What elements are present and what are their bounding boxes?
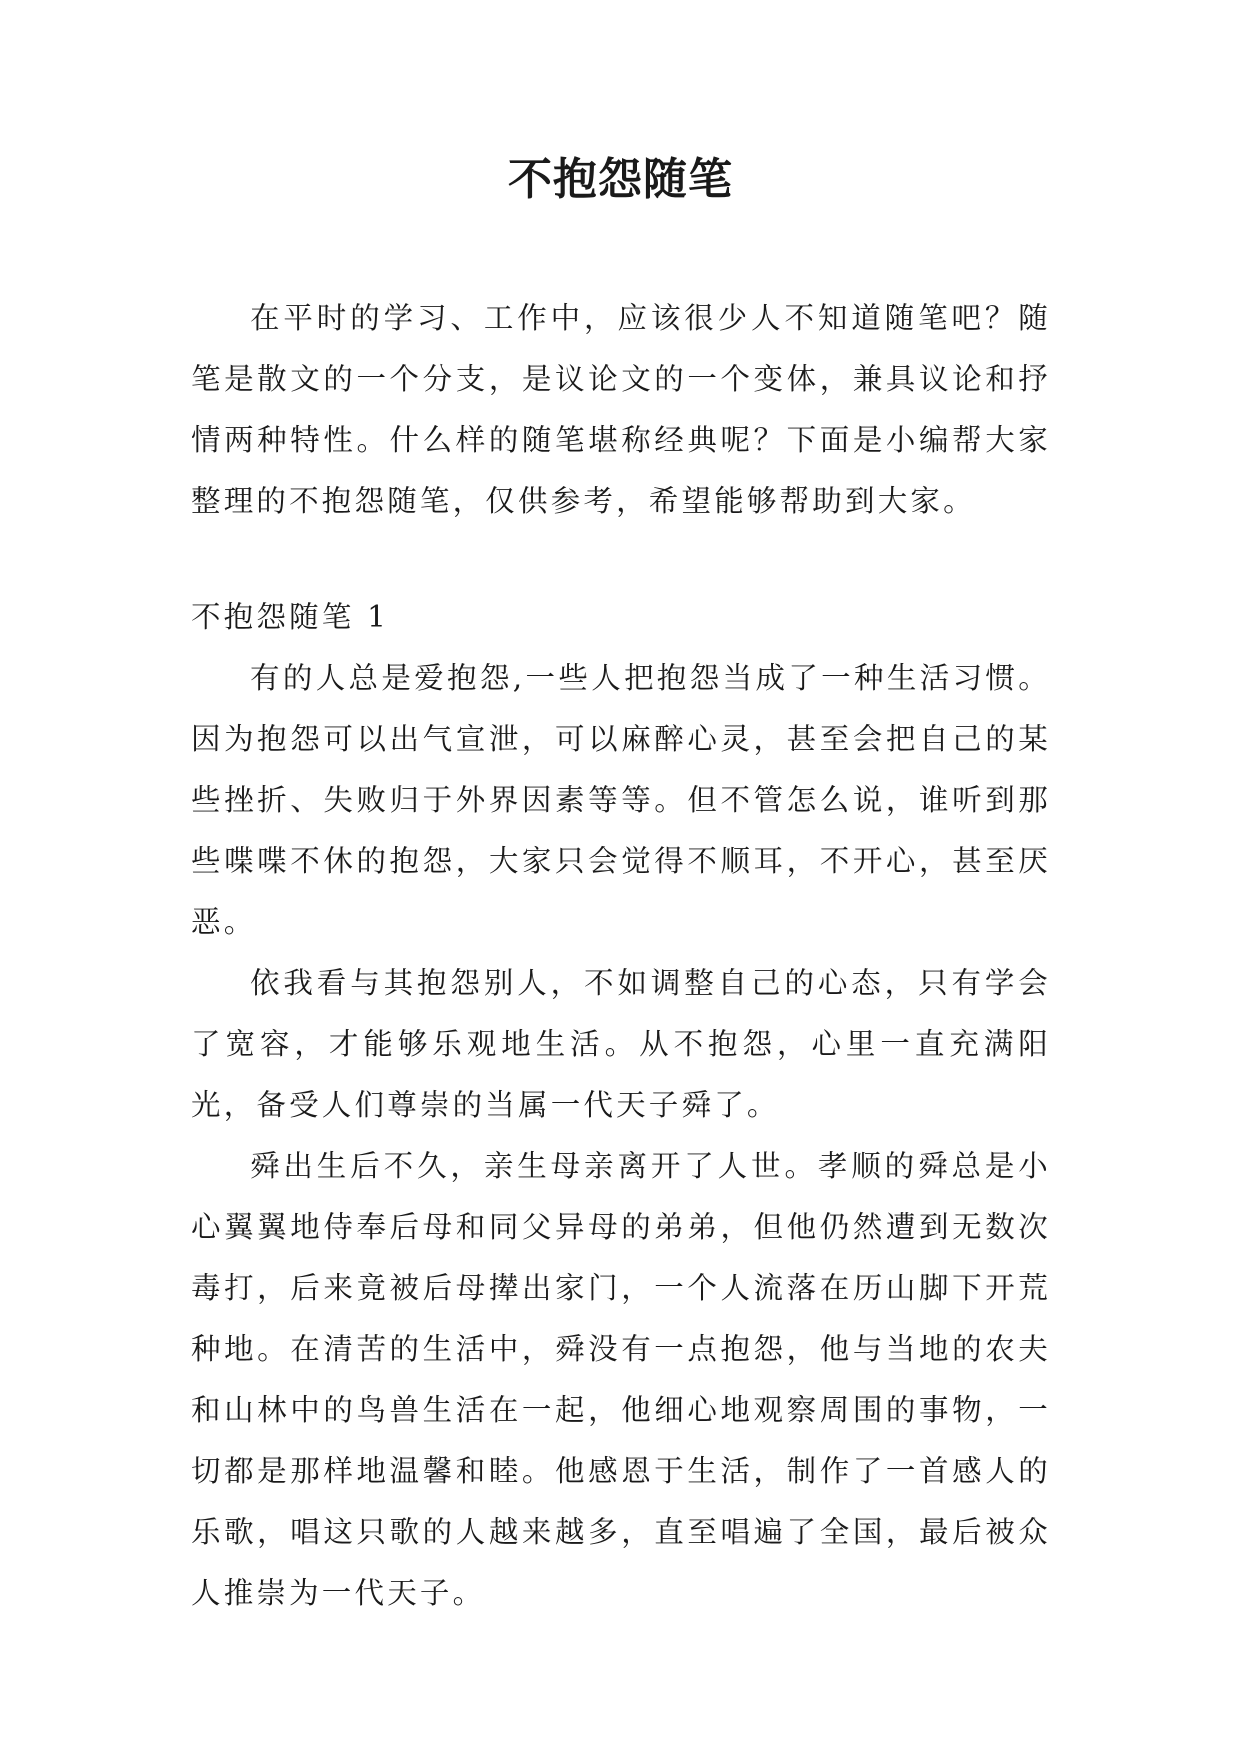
document-body [191, 288, 1051, 1624]
body-paragraph-3: 舜出生后不久，亲生母亲离开了人世。孝顺的舜总是小心翼翼地侍奉后母和同父异母的弟弟，但他仍然遭到无数次毒打，后来竟被后母撵出家门，一个人流落在历山脚下开荒种地。在清苦的生活中，舜没有一点抱怨，他与当地的农夫和山林中的鸟兽生活在一起，他细心地观察周围的事物，一切都是那样地温馨和睦。他感恩于生活，制作了一首感人的乐歌，唱这只歌的人越来越多，直至唱遍了全国，最后被众人推崇为一代天子。 [191, 1149, 1051, 1610]
body-paragraph-1: 有的人总是爱抱怨,一些人把抱怨当成了一种生活习惯。因为抱怨可以出气宣泄，可以麻醉心灵，甚至会把自己的某些挫折、失败归于外界因素等等。但不管怎么说，谁听到那些喋喋不休的抱怨，大家只会觉得不顺耳，不开心，甚至厌恶。 [191, 661, 1051, 939]
section-heading: 不抱怨随笔 1 [191, 600, 390, 634]
intro-paragraph: 在平时的学习、工作中，应该很少人不知道随笔吧？随笔是散文的一个分支，是议论文的一个变体，兼具议论和抒情两种特性。什么样的随笔堪称经典呢？下面是小编帮大家整理的不抱怨随笔，仅供参考，希望能够帮助到大家。 [191, 301, 1051, 518]
document-title: 不抱怨随笔 [508, 154, 733, 205]
body-paragraph-2: 依我看与其抱怨别人，不如调整自己的心态，只有学会了宽容，才能够乐观地生活。从不抱怨，心里一直充满阳光，备受人们尊崇的当属一代天子舜了。 [191, 966, 1051, 1122]
